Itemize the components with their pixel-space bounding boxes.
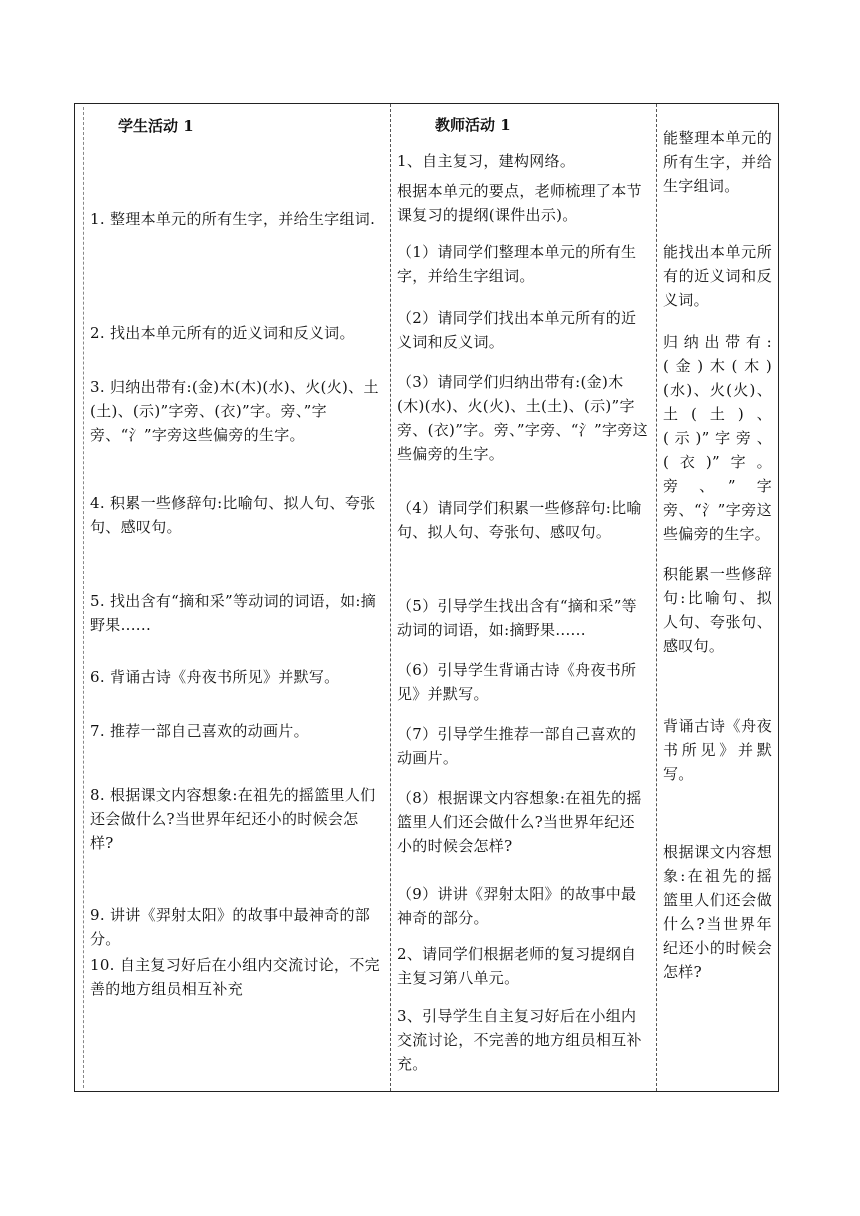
teacher-line-3: （1）请同学们整理本单元的所有生字，并给生字组词。 [397, 243, 637, 285]
goal-item-6: 根据课文内容想象:在祖先的摇篮里人们还会做什么?当世界年纪还小的时候会怎样? [663, 843, 772, 981]
goal-item-1: 能整理本单元的所有生字，并给生字组词。 [663, 129, 772, 195]
student-item-3: 3. 归纳出带有:(金)木(木)(水)、火(火)、土(土)、(示)”字旁、(衣)”字。旁、”字旁、“氵”字旁这些偏旁的生字。 [90, 378, 379, 444]
teacher-line-1: 1、自主复习，建构网络。 [397, 152, 576, 170]
teacher-line-12: 2、请同学们根据老师的复习提纲自主复习第八单元。 [397, 945, 637, 987]
student-item-5: 5. 找出含有“摘和采”等动词的词语，如:摘野果...... [90, 592, 377, 634]
student-item-8: 8. 根据课文内容想象:在祖先的摇篮里人们还会做什么?当世界年纪还小的时候会怎样? [90, 786, 376, 852]
teacher-activity-header: 教师活动 1 [435, 116, 511, 134]
teacher-line-7: （5）引导学生找出含有“摘和采”等动词的词语，如:摘野果...... [397, 597, 637, 639]
goal-item-2: 能找出本单元所有的近义词和反义词。 [663, 243, 772, 309]
teacher-activity-column [391, 104, 657, 1091]
student-item-4: 4. 积累一些修辞句:比喻句、拟人句、夸张句、感叹句。 [90, 494, 376, 536]
student-activity-header: 学生活动 1 [118, 117, 194, 135]
goal-item-3: 归纳出带有:(金)木(木)(水)、火(火)、土(土)、(示)”字旁、(衣)”字。旁、”字旁、“氵”字旁这些偏旁的生字。 [663, 333, 772, 543]
goals-column [657, 104, 778, 1091]
teacher-line-10: （8）根据课文内容想象:在祖先的摇篮里人们还会做什么?当世界年纪还小的时候会怎样? [397, 789, 642, 855]
student-item-7: 7. 推荐一部自己喜欢的动画片。 [90, 722, 309, 740]
student-activity-cell [83, 107, 384, 1088]
teacher-line-13: 3、引导学生自主复习好后在小组内交流讨论，不完善的地方组员相互补充。 [397, 1007, 642, 1073]
teacher-line-9: （7）引导学生推荐一部自己喜欢的动画片。 [397, 725, 637, 767]
goal-item-5: 背诵古诗《舟夜书所见》并默写。 [663, 717, 772, 783]
goal-item-4: 积能累一些修辞句:比喻句、拟人句、夸张句、感叹句。 [663, 565, 772, 655]
teacher-line-6: （4）请同学们积累一些修辞句:比喻句、拟人句、夸张句、感叹句。 [397, 499, 642, 541]
student-item-10: 10. 自主复习好后在小组内交流讨论，不完善的地方组员相互补充 [90, 956, 380, 998]
student-activity-column [75, 104, 391, 1091]
teacher-line-2: 根据本单元的要点，老师梳理了本节课复习的提纲(课件出示)。 [397, 182, 642, 224]
teacher-line-11: （9）讲讲《羿射太阳》的故事中最神奇的部分。 [397, 885, 637, 927]
teacher-line-4: （2）请同学们找出本单元所有的近义词和反义词。 [397, 309, 637, 351]
lesson-table [74, 103, 779, 1092]
teacher-line-5: （3）请同学们归纳出带有:(金)木(木)(水)、火(火)、土(土)、(示)”字旁、(衣)”字。旁、”字旁、“氵”字旁这些偏旁的生字。 [397, 373, 648, 463]
teacher-line-8: （6）引导学生背诵古诗《舟夜书所见》并默写。 [397, 661, 637, 703]
student-item-2: 2. 找出本单元所有的近义词和反义词。 [90, 324, 355, 342]
student-item-9: 9. 讲讲《羿射太阳》的故事中最神奇的部分。 [90, 906, 371, 948]
student-item-6: 6. 背诵古诗《舟夜书所见》并默写。 [90, 668, 340, 686]
student-item-1: 1. 整理本单元的所有生字，并给生字组词. [90, 210, 376, 228]
